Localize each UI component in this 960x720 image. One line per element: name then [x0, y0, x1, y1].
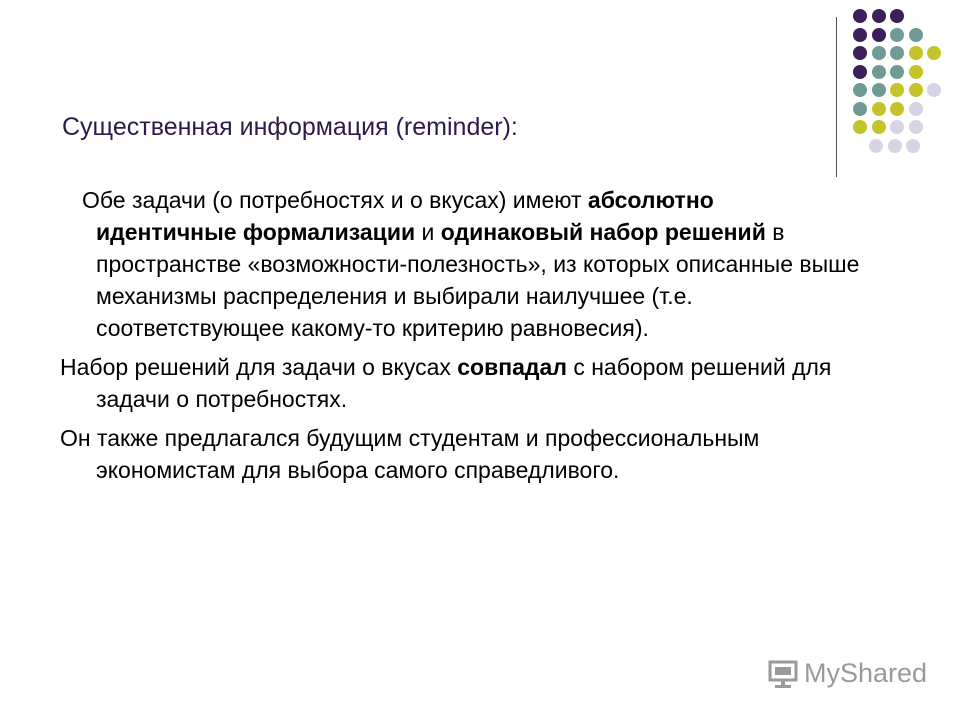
- paragraph-offered-students: [60, 422, 860, 486]
- logo-wordmark: MyShared: [804, 658, 928, 688]
- para2-text-b: с набором решений для задачи о потребностях.: [96, 354, 832, 412]
- dot-purple: [890, 9, 904, 23]
- dot-lavender: [906, 139, 920, 153]
- dot-purple: [853, 46, 867, 60]
- dot-olive: [853, 120, 867, 134]
- dot-teal: [853, 102, 867, 116]
- dot-purple: [853, 9, 867, 23]
- dot-lavender: [909, 120, 923, 134]
- myshared-logo: [768, 657, 928, 693]
- dot-teal: [890, 46, 904, 60]
- para3-text: Он также предлагался будущим студентам и профессиональным экономистам для выбора самого справедливого.: [60, 425, 760, 483]
- para1-bold-identical: абсолютно идентичные формализации: [96, 187, 714, 245]
- dot-lavender: [927, 83, 941, 97]
- dot-purple: [872, 28, 886, 42]
- slide-title: Существенная информация (reminder):: [62, 113, 518, 141]
- dot-teal: [909, 28, 923, 42]
- dot-olive: [872, 102, 886, 116]
- dot-olive: [890, 83, 904, 97]
- dot-teal: [890, 28, 904, 42]
- dot-purple: [853, 65, 867, 79]
- paragraph-identical-formalization: [60, 184, 860, 344]
- dot-teal: [853, 83, 867, 97]
- decorative-dot-grid: [0, 0, 960, 200]
- para1-text-c: в пространстве «возможности-полезность», из которых описанные выше механизмы распределения и выбирали наилучшее (т.е. соответствующее какому-то критерию равновесия).: [96, 219, 860, 341]
- dot-olive: [909, 65, 923, 79]
- dot-olive: [872, 120, 886, 134]
- para1-text-a: Обе задачи (о потребностях и о вкусах) имеют: [82, 187, 588, 213]
- dot-olive: [927, 46, 941, 60]
- para2-bold-coincided: совпадал: [457, 354, 567, 380]
- dot-teal: [872, 65, 886, 79]
- dot-lavender: [888, 139, 902, 153]
- dot-lavender: [869, 139, 883, 153]
- dot-teal: [872, 46, 886, 60]
- dot-purple: [872, 9, 886, 23]
- dot-lavender: [909, 102, 923, 116]
- para1-bold-same-set: одинаковый набор решений: [440, 219, 766, 245]
- paragraph-set-coincided: [60, 351, 860, 415]
- dot-olive: [909, 83, 923, 97]
- dot-purple: [853, 28, 867, 42]
- para2-text-a: Набор решений для задачи о вкусах: [60, 354, 458, 380]
- vertical-divider: [836, 17, 837, 177]
- para1-text-b: и: [415, 219, 441, 245]
- dot-olive: [890, 102, 904, 116]
- dot-lavender: [890, 120, 904, 134]
- presentation-board-icon: [768, 659, 798, 689]
- dot-teal: [872, 83, 886, 97]
- slide-body: [60, 184, 860, 493]
- dot-teal: [890, 65, 904, 79]
- dot-olive: [909, 46, 923, 60]
